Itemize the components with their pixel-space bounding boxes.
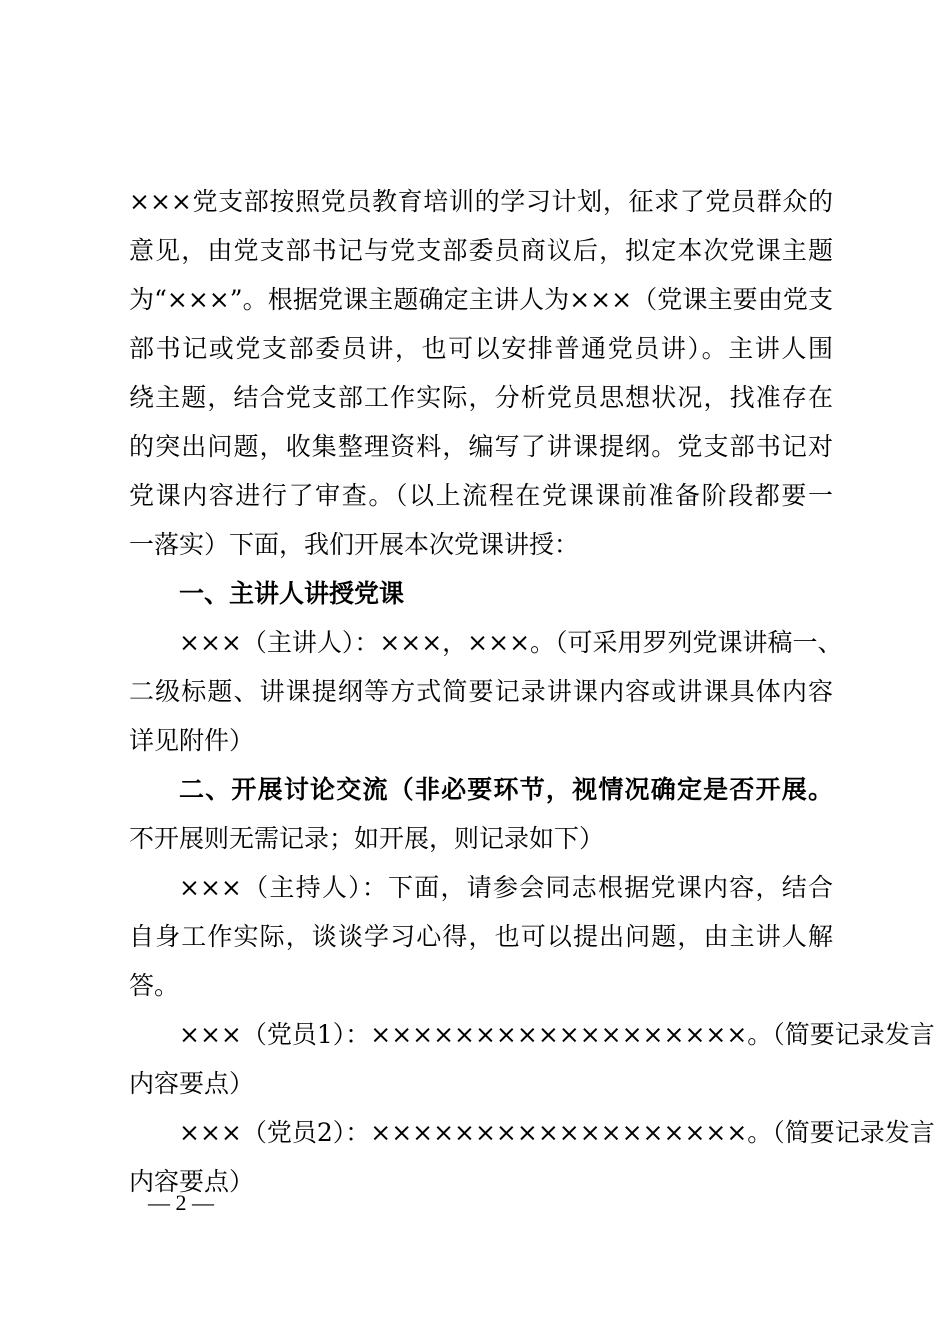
document-body [129, 177, 935, 1206]
paragraph-line: 答。 [129, 971, 180, 1000]
paragraph-line: 绕主题，结合党支部工作实际，分析党员思想状况，找准存在 [129, 383, 833, 412]
paragraph-line: 内容要点） [129, 1167, 255, 1196]
paragraph-line: 的突出问题，收集整理资料，编写了讲课提纲。党支部书记对 [129, 432, 833, 461]
paragraph-line: ×××（主持人）：下面，请参会同志根据党课内容，结合 [179, 873, 833, 902]
paragraph-line: 自身工作实际，谈谈学习心得，也可以提出问题，由主讲人解 [129, 922, 833, 951]
paragraph-line: ×××（党员2）：××××××××××××××××××。（简要记录发言 [179, 1118, 935, 1147]
paragraph-line: 一落实）下面，我们开展本次党课讲授： [129, 530, 580, 559]
paragraph-line: ×××党支部按照党员教育培训的学习计划，征求了党员群众的 [129, 187, 833, 216]
section-heading-1: 一、主讲人讲授党课 [179, 579, 405, 608]
paragraph-line: 党课内容进行了审查。（以上流程在党课课前准备阶段都要一 [129, 481, 833, 510]
paragraph-line: ×××（党员1）：××××××××××××××××××。（简要记录发言 [179, 1020, 935, 1049]
page-number: — 2 — [148, 1190, 214, 1215]
paragraph-line: 二级标题、讲课提纲等方式简要记录讲课内容或讲课具体内容 [129, 677, 833, 706]
paragraph-line: 为“×××”。根据党课主题确定主讲人为×××（党课主要由党支 [129, 285, 833, 314]
paragraph-line: 内容要点） [129, 1069, 255, 1098]
paragraph-line: 不开展则无需记录；如开展，则记录如下） [129, 824, 605, 853]
paragraph-line: 意见，由党支部书记与党支部委员商议后，拟定本次党课主题 [129, 236, 833, 265]
paragraph-line: ×××（主讲人）：×××，×××。（可采用罗列党课讲稿一、 [179, 628, 843, 657]
paragraph-line: 部书记或党支部委员讲，也可以安排普通党员讲）。主讲人围 [129, 334, 833, 363]
section-heading-2: 二、开展讨论交流（非必要环节，视情况确定是否开展。 [179, 775, 833, 804]
paragraph-line: 详见附件） [129, 726, 255, 755]
